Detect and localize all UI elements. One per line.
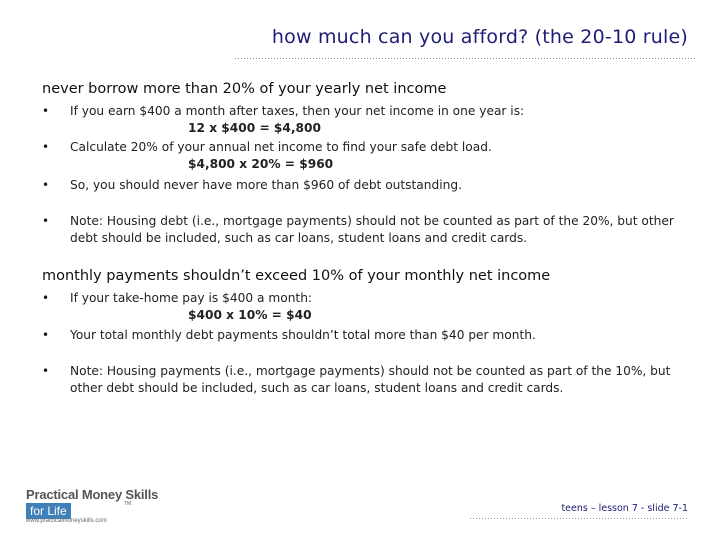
- bullet-dot: •: [42, 178, 50, 192]
- bullet-text: So, you should never have more than $960 of debt outstanding.: [70, 178, 462, 192]
- logo-url: www.practicalmoneyskills.com: [26, 518, 107, 524]
- bullet-text: Your total monthly debt payments shouldn’t total more than $40 per month.: [70, 328, 536, 342]
- practical-money-skills-logo: [26, 487, 166, 527]
- slide-title: how much can you afford? (the 20-10 rule): [271, 26, 688, 48]
- bullet-text: Note: Housing payments (i.e., mortgage payments) should not be counted as part of the 10%, but other debt should be included, such as car loans, student loans and credit cards.: [70, 364, 671, 395]
- footer-divider: [470, 518, 688, 519]
- bullet-dot: •: [42, 104, 50, 118]
- bullet-dot: •: [42, 140, 50, 154]
- bullet-dot: •: [42, 291, 50, 305]
- bullet-dot: •: [42, 364, 50, 378]
- title-divider: [235, 58, 695, 59]
- calculation-line: $400 x 10% = $40: [188, 308, 312, 322]
- bullet-text: Note: Housing debt (i.e., mortgage payments) should not be counted as part of the 20%, but other debt should be included, such as car loans, student loans and credit cards.: [70, 214, 674, 245]
- bullet-text: If your take-home pay is $400 a month:: [70, 291, 313, 305]
- footer-lesson-label: teens – lesson 7 - slide 7-1: [561, 503, 688, 514]
- calculation-line: 12 x $400 = $4,800: [188, 121, 321, 135]
- calculation-line: $4,800 x 20% = $960: [188, 157, 334, 171]
- bullet-dot: •: [42, 328, 50, 342]
- bullet-text: If you earn $400 a month after taxes, then your net income in one year is:: [70, 104, 525, 118]
- section-heading-20-percent: never borrow more than 20% of your yearly net income: [42, 81, 447, 97]
- section-heading-10-percent: monthly payments shouldn’t exceed 10% of your monthly net income: [42, 268, 551, 284]
- bullet-dot: •: [42, 214, 50, 228]
- logo-for-life-badge: for Life: [26, 503, 71, 519]
- logo-trademark: TM: [124, 501, 132, 507]
- bullet-text: Calculate 20% of your annual net income to find your safe debt load.: [70, 140, 492, 154]
- logo-name: Practical Money Skills: [26, 487, 159, 502]
